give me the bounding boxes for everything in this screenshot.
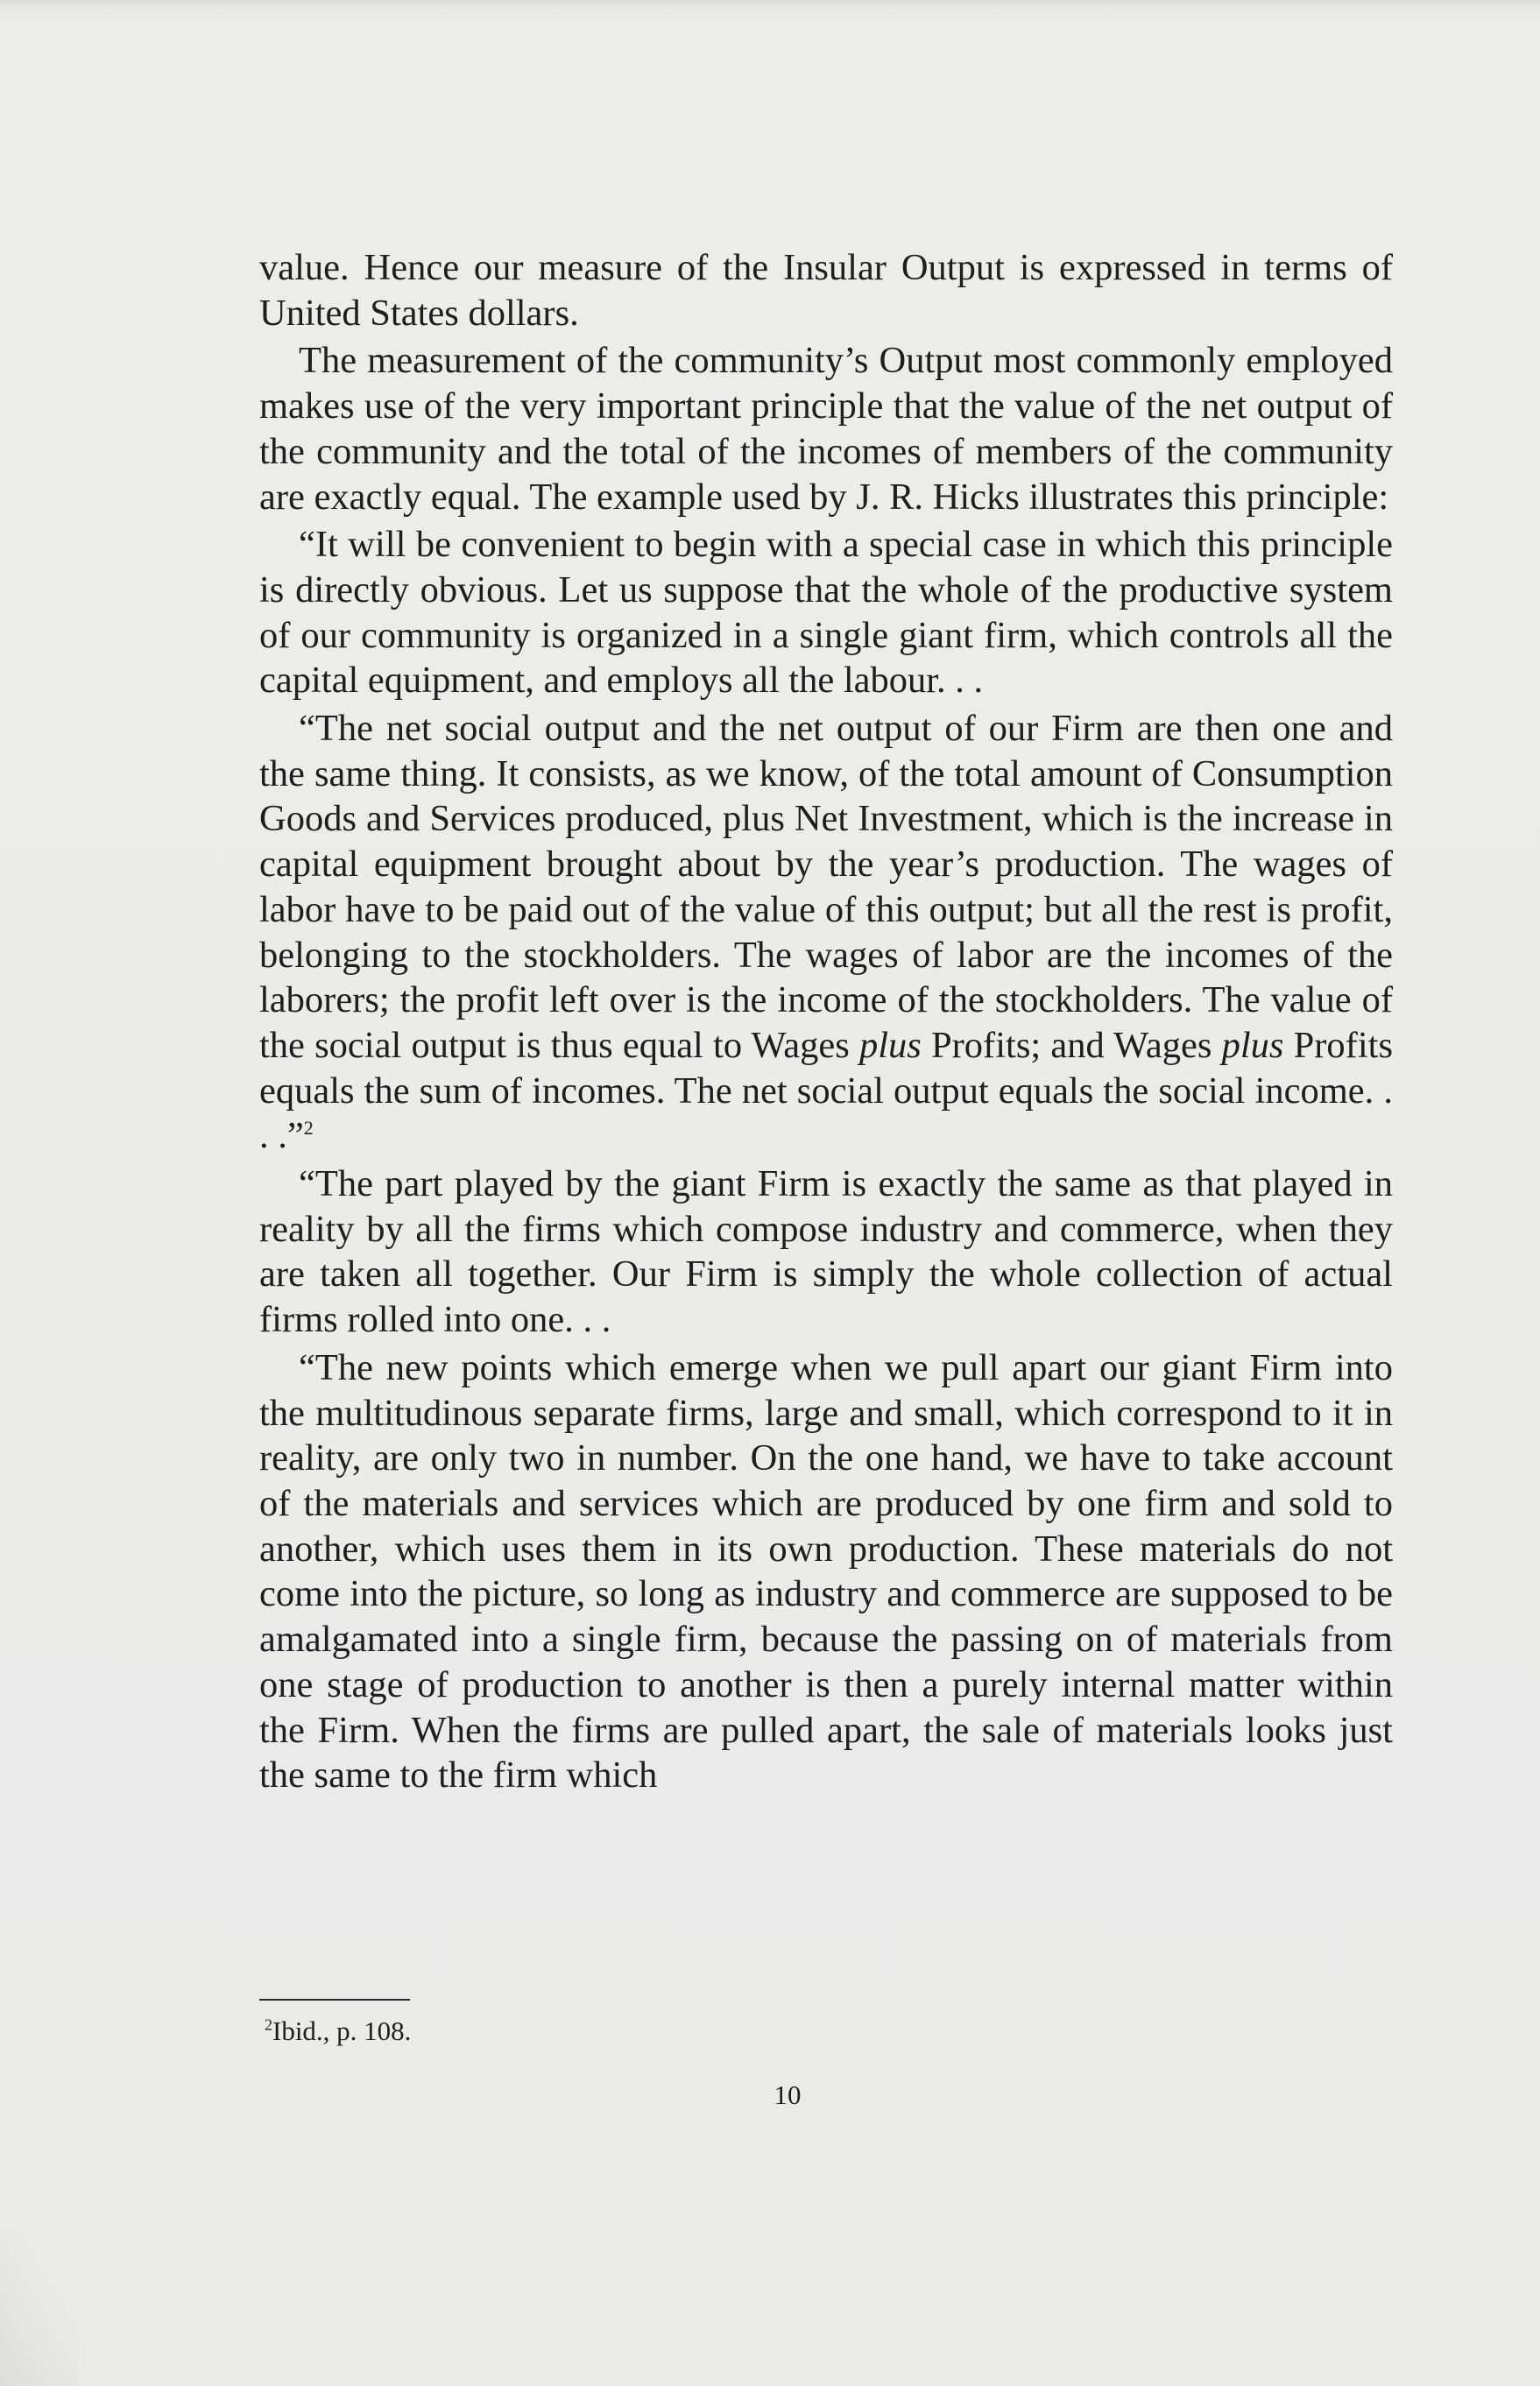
paragraph-3-quote: “It will be convenient to begin with a special case in which this principle is directly obvious. Let us suppose that the whole of the productive system of our community is organized in a single giant firm, which controls all the capital equipment, and employs all the labour. . . — [259, 524, 1393, 702]
footnote-marker: 2 — [265, 2015, 272, 2034]
paragraph-4-quote — [259, 706, 1393, 1159]
paragraph-1: value. Hence our measure of the Insular Output is expressed in terms of United States dollars. — [259, 247, 1393, 334]
page-corner-curl — [0, 2228, 79, 2386]
footnote-text: Ibid., p. 108. — [272, 2015, 412, 2046]
page-number: 10 — [774, 2079, 802, 2110]
body-text — [259, 245, 1393, 1801]
paragraph-5-quote: “The part played by the giant Firm is exactly the same as that played in reality by all the firms which compose industry and commerce, when they are taken all together. Our Firm is simply the whole collection of actual firms rolled into one. . . — [259, 1163, 1393, 1341]
footnote — [265, 2014, 411, 2049]
paragraph-6-quote: “The new points which emerge when we pull apart our giant Firm into the multitudinous separate firms, large and small, which correspond to it in reality, are only two in number. On the one hand, we have to take account of the materials and services which are produced by one firm and sold to another, which uses them in its own production. These materials do not come into the picture, so long as industry and commerce are supposed to be amalgamated into a single firm, because the passing on of materials from one stage of production to another is then a purely internal matter within the Firm. When the firms are pulled apart, the sale of materials looks just the same to the firm which — [259, 1346, 1393, 1797]
paragraph-4-part-3: Profits equals the sum of incomes. The net social output equals the social income. . . .” — [259, 1024, 1393, 1157]
paragraph-4-part-2: Profits; and Wages — [921, 1024, 1222, 1066]
footnote-reference: 2 — [303, 1117, 314, 1140]
italic-plus-2: plus — [1221, 1024, 1284, 1066]
paragraph-4-part-1: “The net social output and the net output of our Firm are then one and the same thing. It consists, as we know, of the total amount of Consumption Goods and Services produced, plus Net Investment, which is the increase in capital equipment brought about by the year’s production. The wages of labor have to be paid out of the value of this output; but all the rest is profit, belonging to the stockholders. The wages of labor are the incomes of the laborers; the profit left over is the income of the stockholders. The value of the social output is thus equal to Wages — [259, 708, 1393, 1066]
paragraph-2: The measurement of the community’s Output most commonly employed makes use of the very important principle that the value of the net output of the community and the total of the incomes of members of the community are exactly equal. The example used by J. R. Hicks illustrates this principle: — [259, 340, 1393, 518]
footnote-divider — [259, 1999, 410, 2001]
italic-plus-1: plus — [858, 1024, 922, 1066]
